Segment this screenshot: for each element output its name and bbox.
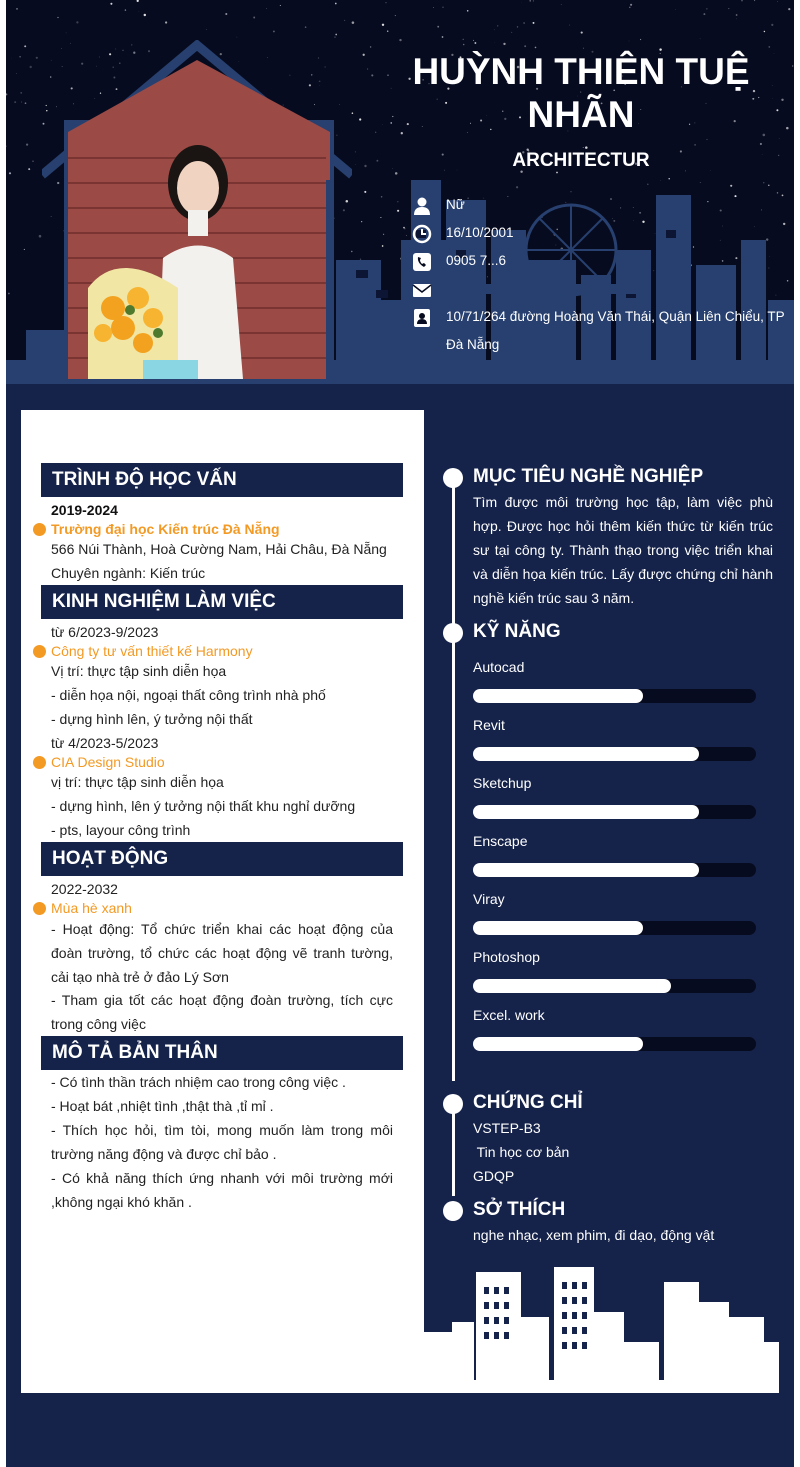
skill-bar: [473, 689, 756, 703]
skill-bar: [473, 747, 756, 761]
skill-bar-fill: [473, 689, 643, 703]
gender-text: Nữ: [446, 197, 465, 212]
job-line: vị trí: thực tập sinh diễn họa: [51, 774, 224, 790]
left-column: [21, 410, 424, 1393]
about-line: - Hoạt bát ,nhiệt tình ,thật thà ,tỉ mỉ .: [51, 1098, 274, 1114]
skill-bar: [473, 805, 756, 819]
activity-description: - Hoạt động: Tổ chức triển khai các hoạt động của đoàn trường, tổ chức các hoạt động vẽ tranh tường, cải tạo nhà trẻ ở đảo Lý Sơn: [51, 921, 393, 985]
hobbies-text: nghe nhạc, xem phim, đi dạo, động vật: [473, 1227, 715, 1243]
skill-bar-fill: [473, 1037, 643, 1051]
certificates-heading: CHỨNG CHỈ: [473, 1092, 583, 1113]
certificate-item: VSTEP-B3: [473, 1120, 541, 1136]
timeline-dot: [443, 1201, 463, 1221]
bullet-dot: [33, 523, 46, 536]
skill-bar-fill: [473, 921, 643, 935]
job-title: ARCHITECTUR: [512, 150, 650, 171]
user-icon: [412, 196, 432, 216]
job-line: - pts, layour công trình: [51, 822, 191, 838]
major: Chuyên ngành: Kiến trúc: [51, 565, 206, 581]
job-line: - dựng hình, lên ý tưởng nội thất khu nghỉ dưỡng: [51, 798, 356, 814]
footer-city-graphic: [424, 1262, 779, 1393]
about-heading: MÔ TẢ BẢN THÂN: [41, 1036, 403, 1070]
activity-name: Mùa hè xanh: [51, 900, 132, 916]
certificate-item: Tin học cơ bản: [473, 1144, 570, 1160]
objective-heading: MỤC TIÊU NGHỀ NGHIỆP: [473, 466, 704, 487]
about-line: - Có tình thần trách nhiệm cao trong công việc .: [51, 1074, 346, 1090]
company-name: Công ty tư vấn thiết kế Harmony: [51, 643, 253, 659]
contact-birthday: [412, 224, 514, 247]
email-icon: [412, 280, 432, 300]
job-line: Vị trí: thực tập sinh diễn họa: [51, 663, 227, 679]
email-redacted: [446, 284, 636, 294]
skill-bar: [473, 979, 756, 993]
skill-label: Viray: [473, 891, 505, 907]
timeline-line: [452, 1101, 455, 1196]
education-heading: TRÌNH ĐỘ HỌC VẤN: [41, 463, 403, 497]
contact-address: [412, 308, 794, 359]
skill-label: Revit: [473, 717, 505, 733]
timeline-dot: [443, 623, 463, 643]
job-line: - dựng hình lên, ý tưởng nội thất: [51, 711, 253, 727]
school-address: 566 Núi Thành, Hoà Cường Nam, Hải Châu, Đà Nẵng: [51, 541, 387, 557]
skill-bar-fill: [473, 747, 699, 761]
bullet-dot: [33, 756, 46, 769]
experience-heading: KINH NGHIỆM LÀM VIỆC: [41, 585, 403, 619]
activities-heading: HOẠT ĐỘNG: [41, 842, 403, 876]
contact-phone: [412, 252, 506, 275]
timeline-line: [452, 476, 455, 1081]
skill-bar-fill: [473, 979, 671, 993]
skill-bar-fill: [473, 863, 699, 877]
skills-heading: KỸ NĂNG: [473, 621, 561, 642]
contact-email: [412, 280, 636, 300]
job-period: từ 4/2023-5/2023: [51, 735, 159, 751]
timeline-dot: [443, 1094, 463, 1114]
about-line: - Có khả năng thích ứng nhanh với môi trường mới ,không ngại khó khăn .: [51, 1170, 393, 1210]
school-name: Trường đại học Kiến trúc Đà Nẵng: [51, 521, 280, 537]
bullet-dot: [33, 645, 46, 658]
header-banner: [6, 0, 794, 384]
education-years: 2019-2024: [51, 502, 118, 518]
skill-label: Excel. work: [473, 1007, 545, 1023]
skill-label: Autocad: [473, 659, 525, 675]
candidate-name: HUỲNH THIÊN TUỆ NHÃN: [412, 51, 750, 135]
job-period: từ 6/2023-9/2023: [51, 624, 159, 640]
clock-icon: [412, 224, 432, 244]
certificate-item: GDQP: [473, 1168, 515, 1184]
timeline-dot: [443, 468, 463, 488]
activity-years: 2022-2032: [51, 881, 118, 897]
about-line: - Thích học hỏi, tìm tòi, mong muốn làm trong môi trường năng động và được chỉ bảo .: [51, 1122, 393, 1162]
company-name: CIA Design Studio: [51, 754, 165, 770]
job-line: - diễn họa nội, ngoại thất công trình nhà phố: [51, 687, 326, 703]
phone-text: 0905 7...6: [446, 253, 507, 268]
address-text: 10/71/264 đường Hoàng Văn Thái, Quận Liên Chiểu, TP Đà Nẵng: [446, 309, 785, 352]
skill-bar: [473, 921, 756, 935]
skill-bar: [473, 863, 756, 877]
bullet-dot: [33, 902, 46, 915]
objective-text: Tìm được môi trường học tập, làm việc phù hợp. Được học hỏi thêm kiến thức từ kiến trúc sư tại công ty. Thành thạo trong việc triển khai và diễn họa kiến trúc. Lấy được chứng chỉ hành nghề kiến trúc sau 3 năm.: [473, 494, 773, 606]
skill-label: Photoshop: [473, 949, 540, 965]
hobbies-heading: SỞ THÍCH: [473, 1199, 566, 1220]
skill-label: Sketchup: [473, 775, 532, 791]
phone-icon: [412, 252, 432, 272]
contact-gender: [412, 196, 465, 219]
skill-bar: [473, 1037, 756, 1051]
activity-description: - Tham gia tốt các hoạt động đoàn trường, tích cực trong công việc: [51, 992, 393, 1032]
skill-bar-fill: [473, 805, 699, 819]
profile-photo: [68, 138, 326, 379]
address-card-icon: [412, 308, 432, 328]
resume-page: [6, 0, 794, 1467]
birthday-text: 16/10/2001: [446, 225, 514, 240]
skill-label: Enscape: [473, 833, 528, 849]
